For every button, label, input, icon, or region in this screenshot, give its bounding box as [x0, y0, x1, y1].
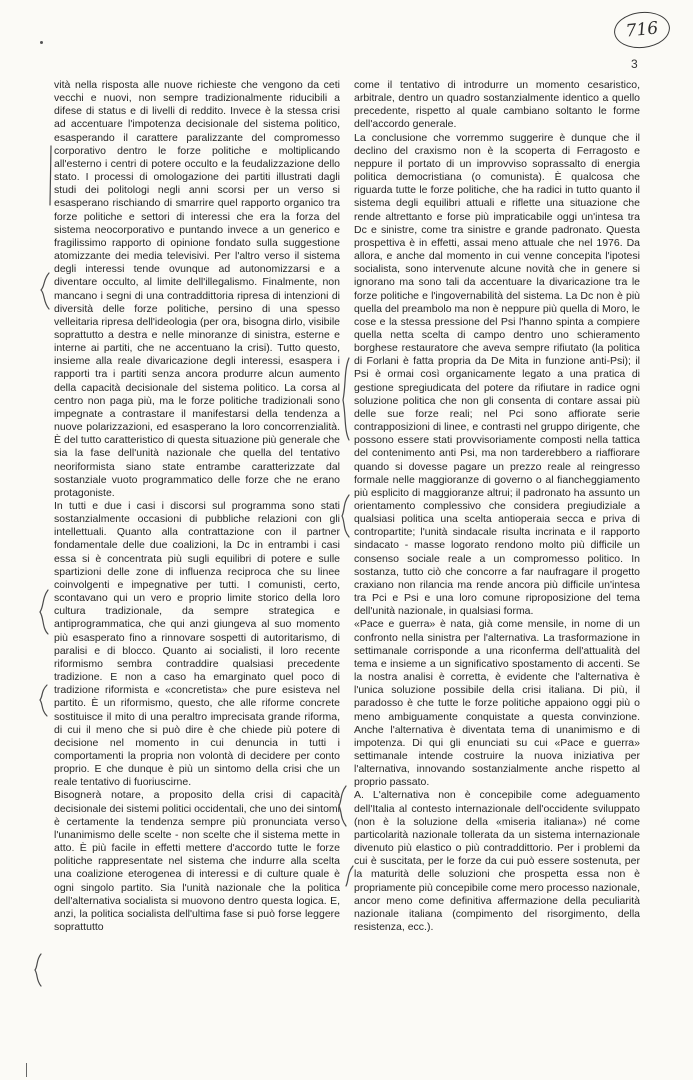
margin-bracket-2: [41, 273, 49, 309]
right-paragraph-1: come il tentativo di introdurre un momento cesaristico, arbitrale, dentro un quadro sostanzialmente identico a quello precedente, rispetto al quale cambiano soltanto le forme dell'accordo generale.: [354, 79, 640, 131]
archive-stamp: [612, 9, 671, 51]
archive-stamp-number: 716: [624, 18, 660, 42]
left-paragraph-1: vità nella risposta alle nuove richieste che vengono da ceti vecchi e nuovi, non sempre tradizionalmente riducibili a difese di status e di livelli di reddito. Invece è la stessa crisi ad accentuare l'impotenza decisionale del sistema politico, esasperando il carattere paralizzante del compromesso corporativo dentro le forze politiche e moltiplicando all'esterno i centri di potere occulto e la feudalizzazione dello stato. I processi di omologazione dei partiti illustrati dagli studi dei politologi negli anni scorsi per un verso si esasperano rischiando di smarrire quel rapporto organico tra forze politiche e settori di interessi che era la forza del sistema neocorporativo e puntando invece a un generico e fragilissimo rapporto di opinione fondato sulla suggestione atomizzante dei media televisivi. Per l'altro verso il sistema degli interessi tende ovunque ad autonomizzarsi e a diventare occulto, al limite dell'illegalismo. Finalmente, non mancano i segni di una contraddittoria ripresa di intenzioni di diversità delle forze politiche, persino di una spesso velleitaria ripresa dell'ideologia (per ora, bisogna dirlo, visibile soprattutto a destra e nelle minoranze di sinistra, esterne e interne ai partiti, che ne accentuano la crisi). Tutto questo, insieme alla reale divaricazione degli interessi, esaspera i rapporti tra i partiti senza ancora produrre alcun aumento della capacità decisionale del sistema politico. La corsa al centro non paga più, ma le forze politiche tradizionali sono impegnate a contrastare il manifestarsi della tendenza a nuove polarizzazioni, ed esasperano la loro concorrenzialità. È del tutto caratteristico di questa situazione più generale che sia la fase dell'unità nazionale che quella del tentativo neoriformista siano state entrambe caratterizzate dal sostanziale vuoto programmatico delle forze che ne erano protagoniste.: [54, 79, 341, 499]
left-column: [54, 79, 340, 934]
margin-bracket-8: [342, 495, 349, 537]
margin-bracket-4: [40, 685, 47, 716]
right-paragraph-4: A. L'alternativa non è concepibile come adeguamento dell'Italia al contesto internazionale dell'occidente sviluppato (non è la soluzione della «miseria italiana») né come particolarità nazionale tollerata da un sistema internazionale divenuto più elastico o più contraddittorio. Per i problemi da cui è suscitata, per le forze da cui può essere sostenuta, per la maturità delle soluzioni che prospetta essa non è propriamente più concepibile come mero processo nazionale, ancor meno come definitiva affermazione della peculiarità nazionale italiana (compimento del risorgimento, della resistenza, ecc.).: [354, 789, 640, 933]
margin-bracket-1: [50, 146, 51, 205]
bottom-tick-mark: [26, 1063, 27, 1077]
ink-dot: [40, 41, 43, 44]
margin-bracket-6: [35, 954, 41, 986]
margin-bracket-3: [40, 590, 48, 634]
left-paragraph-2: In tutti e due i casi i discorsi sul programma sono stati sostanzialmente occasioni di pubbliche relazioni con gli intellettuali. Quanto alla contrattazione con il partner fondamentale delle due coalizioni, la Dc in entrambi i casi essa si è concentrata più sugli equilibri di potere e sulle spartizioni delle zone di influenza reciproca che su linee coinvolgenti e impegnative per tutti. I comunisti, certo, scontavano qui un vero e proprio limite storico della loro cultura tradizionale, da sempre strategica e antiprogrammatica, che qui anzi giungeva al suo momento più esasperato fino a rinnovare sospetti di autoritarismo, di paralisi e di blocco. Quanto ai socialisti, il loro recente riformismo sembra contraddire qualsiasi precedente tradizione. E non a caso ha emarginato quel poco di tradizione riformista e «concretista» che pure esisteva nel partito. È un riformismo, questo, che alle riforme concrete sostituisce il mito di una peraltro imprecisata grande riforma, di cui il meno che si può dire è che chiede più potere di decisione nel momento in cui denuncia in tutti i comportamenti la propria non volontà di decidere per conto proprio. E che dunque è più un sintomo della crisi che un reale tentativo di fuoriuscirne.: [54, 500, 340, 789]
page-number: 3: [631, 57, 638, 71]
left-paragraph-3: Bisognerà notare, a proposito della crisi di capacità decisionale dei sistemi politici occidentali, che uno dei sintomi è certamente la tendenza sempre più pronunciata verso l'unanimismo delle scelte - non scelte che il sistema mette in atto. È più facile in effetti mettere d'accordo tutte le forze politiche rappresentate nel sistema che indurre alla scelta una coalizione eterogenea di interessi e di culture quale è ogni singolo partito. Sia l'unità nazionale che la politica dell'alternativa socialista si muovono dentro questa logica. E, anzi, la politica socialista dell'ultima fase si può forse leggere soprattutto: [54, 789, 340, 933]
margin-bracket-9: [346, 866, 353, 886]
right-column: [354, 79, 640, 934]
right-paragraph-3: «Pace e guerra» è nata, già come mensile, in nome di un confronto nella sinistra per l'alternativa. La trasformazione in settimanale corrisponde a una riconferma dell'attualità del tema e insieme a un significativo spostamento di accenti. Se la nostra analisi è corretta, è evidente che l'alternativa è l'unica soluzione possibile della crisi italiana. Di più, il paradosso è che tutte le forze politiche appaiono oggi più o meno ambiguamente conquistate a questa convinzione. Anche l'alternativa è diventata tema di unanimismo e di impotenza. Di qui gli enunciati su cui «Pace e guerra» settimanale intende costruire la nuova iniziativa per l'alternativa, innovando sostanzialmente anche rispetto al proprio passato.: [354, 618, 640, 789]
margin-bracket-5: [339, 786, 346, 826]
margin-bracket-7: [343, 358, 349, 440]
right-paragraph-2: La conclusione che vorremmo suggerire è dunque che il declino del craxismo non è la scoperta di Ferragosto e neppure il portato di un improvviso soprassalto di energia politica democristiana (o comunista). È qualcosa che riguarda tutte le forze politiche, che ha radici in tutto quanto il sistema degli equilibri attuali e riflette una situazione che rende altrettanto e forse più impraticabile oggi un'intesa tra Dc e sinistre, come tra sinistre e grande padronato. Questa prospettiva è in effetti, assai meno attuale che nel 1976. Da allora, e anche dal momento in cui venne concepita l'ipotesi socialista, sono intervenute alcune novità che in genere si ignorano ma sono tali da accentuare la divaricazione tra le forze politiche e l'ingovernabilità del sistema. La Dc non è più quella del preambolo ma non è neppure più quella di Moro, le cose e la stessa pressione del Psi l'hanno spinta a compiere quella netta scelta di campo dentro uno schieramento borghese restauratore che aveva sempre rifiutato (la politica di Forlani è fatta propria da De Mita in funzione anti-Psi); il Psi è ormai così organicamente legato a una pratica di gestione spregiudicata del potere da rifiutare in radice ogni soluzione politica che non gli consenta di contare assai più delle sue forze reali; nel Pci sono affiorate serie contrapposizioni di linee, e contrasti nel gruppo dirigente, che possono essere stati provvisoriamente composti nella tattica del contenimento anti Psi, ma non tarderebbero a riaffiorare quando si dovesse pagare un prezzo reale al reingresso formale nelle maggioranze di governo o al fiancheggiamento più esplicito di maggioranze altrui; il padronato ha assunto un orientamento complessivo che considera pregiudiziale a qualsiasi politica una scelta antioperaia secca e priva di contropartite; l'unità sindacale risulta incrinata e il rapporto sindacato - masse logorato rendono molto più difficile un consenso sociale reale a un compromesso politico. In sostanza, tutto ciò che concorre a far naufragare il progetto craxiano non rilancia ma rende ancora più difficile un'intesa tra Pci e Psi e una loro comune riproposizione del tema dell'unità nazionale, in qualsiasi forma.: [354, 131, 640, 618]
